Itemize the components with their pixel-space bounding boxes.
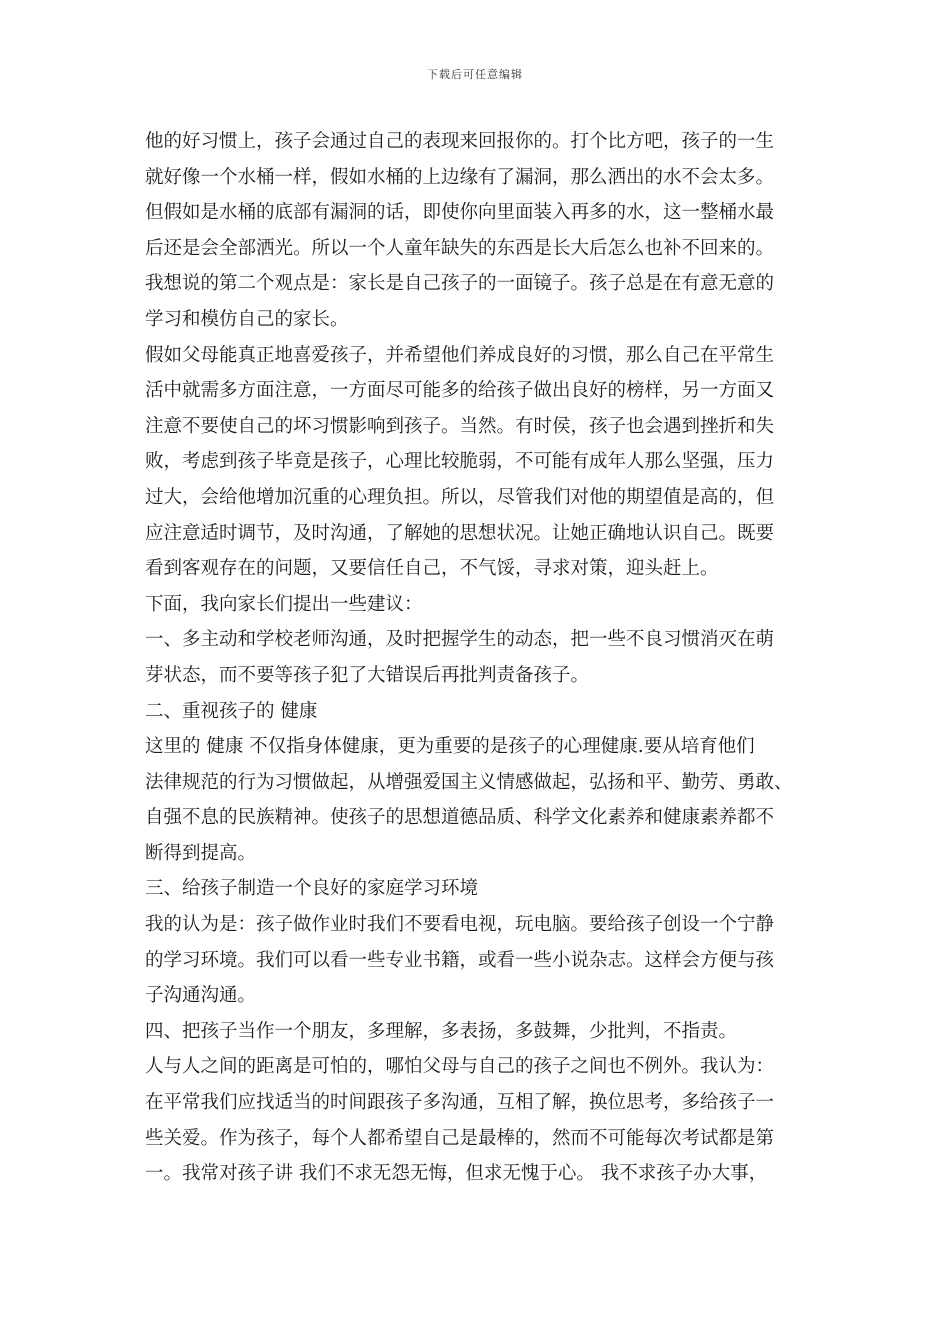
text-line: 这里的 健康 不仅指身体健康，更为重要的是孩子的心理健康.要从培育他们 [145,736,755,758]
text-line: 一、多主动和学校老师沟通，及时把握学生的动态，把一些不良习惯消灭在萌 [145,629,775,651]
text-line: 子沟通沟通。 [145,985,257,1007]
text-line: 我的认为是：孩子做作业时我们不要看电视，玩电脑。要给孩子创设一个宁静 [145,914,775,936]
text-line: 自强不息的民族精神。使孩子的思想道德品质、科学文化素养和健康素养都不 [145,807,775,829]
text-line: 四、把孩子当作一个朋友，多理解，多表扬，多鼓舞，少批判，不指责。 [145,1020,738,1042]
text-line: 我想说的第二个观点是：家长是自己孩子的一面镜子。孩子总是在有意无意的 [145,273,775,295]
text-line: 下面，我向家长们提出一些建议： [145,593,423,615]
text-line: 在平常我们应找适当的时间跟孩子多沟通，互相了解，换位思考，多给孩子一 [145,1092,775,1114]
text-line: 些关爱。作为孩子，每个人都希望自己是最棒的，然而不可能每次考试都是第 [145,1127,775,1149]
text-line: 的学习环境。我们可以看一些专业书籍，或看一些小说杂志。这样会方便与孩 [145,949,775,971]
text-line: 二、重视孩子的 健康 [145,700,318,722]
text-line: 芽状态，而不要等孩子犯了大错误后再批判责备孩子。 [145,664,590,686]
text-line: 看到客观存在的问题，又要信任自己，不气馁，寻求对策，迎头赶上。 [145,558,719,580]
document-body [145,124,825,1192]
text-line: 后还是会全部洒光。所以一个人童年缺失的东西是长大后怎么也补不回来的。 [145,237,775,259]
text-line: 活中就需多方面注意，一方面尽可能多的给孩子做出良好的榜样，另一方面又 [145,380,775,402]
page-header: 下载后可任意编辑 [427,68,523,81]
text-line: 但假如是水桶的底部有漏洞的话，即使你向里面装入再多的水，这一整桶水最 [145,202,775,224]
text-line: 败，考虑到孩子毕竟是孩子，心理比较脆弱，不可能有成年人那么坚强，压力 [145,451,775,473]
text-line: 人与人之间的距离是可怕的，哪怕父母与自己的孩子之间也不例外。我认为： [145,1056,775,1078]
text-line: 断得到提高。 [145,842,257,864]
text-line: 就好像一个水桶一样，假如水桶的上边缘有了漏洞，那么洒出的水不会太多。 [145,166,775,188]
text-line: 注意不要使自己的坏习惯影响到孩子。当然。有时侯，孩子也会遇到挫折和失 [145,415,775,437]
text-line: 三、给孩子制造一个良好的家庭学习环境 [145,878,479,900]
text-line: 过大，会给他增加沉重的心理负担。所以，尽管我们对他的期望值是高的，但 [145,486,775,508]
text-line: 学习和模仿自己的家长。 [145,308,349,330]
text-line: 法律规范的行为习惯做起，从增强爱国主义情感做起，弘扬和平、勤劳、勇敢、 [145,771,793,793]
text-line: 应注意适时调节，及时沟通，了解她的思想状况。让她正确地认识自己。既要 [145,522,775,544]
text-line: 他的好习惯上，孩子会通过自己的表现来回报你的。打个比方吧，孩子的一生 [145,131,775,152]
text-line: 一。我常对孩子讲 我们不求无怨无悔，但求无愧于心。 我不求孩子办大事， [145,1163,768,1185]
text-line: 假如父母能真正地喜爱孩子，并希望他们养成良好的习惯，那么自己在平常生 [145,344,775,366]
